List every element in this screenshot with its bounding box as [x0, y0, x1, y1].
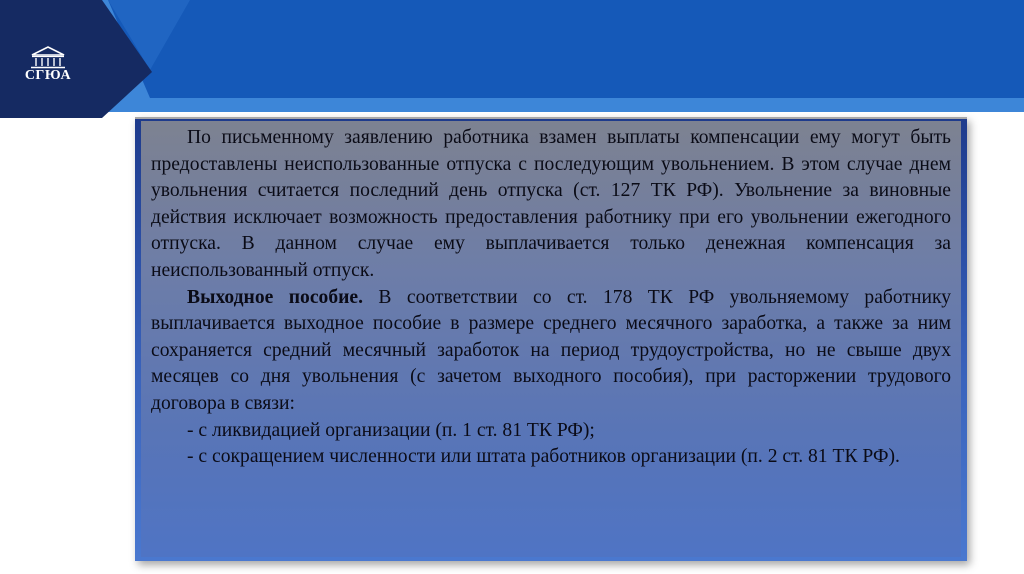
building-icon — [18, 44, 78, 70]
paragraph-compensation: По письменному заявлению работника взамен выплаты компенсации ему могут быть предоставлены неиспользованные отпуска с последующим увольнением. В этом случае днем увольнения считается последний день отпуска (ст. 127 ТК РФ). Увольнение за виновные действия исключает возможность предоставления работнику при его увольнении ежегодного отпуска. В данном случае ему выплачивается только денежная компенсация за неиспользованный отпуск. — [151, 127, 951, 281]
content-panel-inner — [141, 121, 961, 557]
paragraph-severance — [151, 285, 951, 418]
list-item-reduction: - с сокращением численности или штата работников организации (п. 2 ст. 81 ТК РФ). — [187, 446, 900, 468]
header-banner — [0, 0, 1024, 125]
body-text — [151, 125, 951, 471]
severance-heading: Выходное пособие. — [187, 286, 364, 308]
list-item-liquidation: - с ликвидацией организации (п. 1 ст. 81 ТК РФ); — [187, 419, 595, 441]
logo-text: СГЮА — [24, 68, 72, 83]
university-logo — [18, 44, 78, 96]
severance-text: В соответствии со ст. 178 ТК РФ увольняемому работнику выплачивается выходное пособие в размере среднего месячного заработка, а также за ним сохраняется средний месячный заработок на период трудоустройства, но не свыше двух месяцев со дня увольнения (с зачетом выходного пособия), при расторжении трудового договора в связи: — [151, 286, 951, 414]
content-panel — [135, 117, 967, 561]
